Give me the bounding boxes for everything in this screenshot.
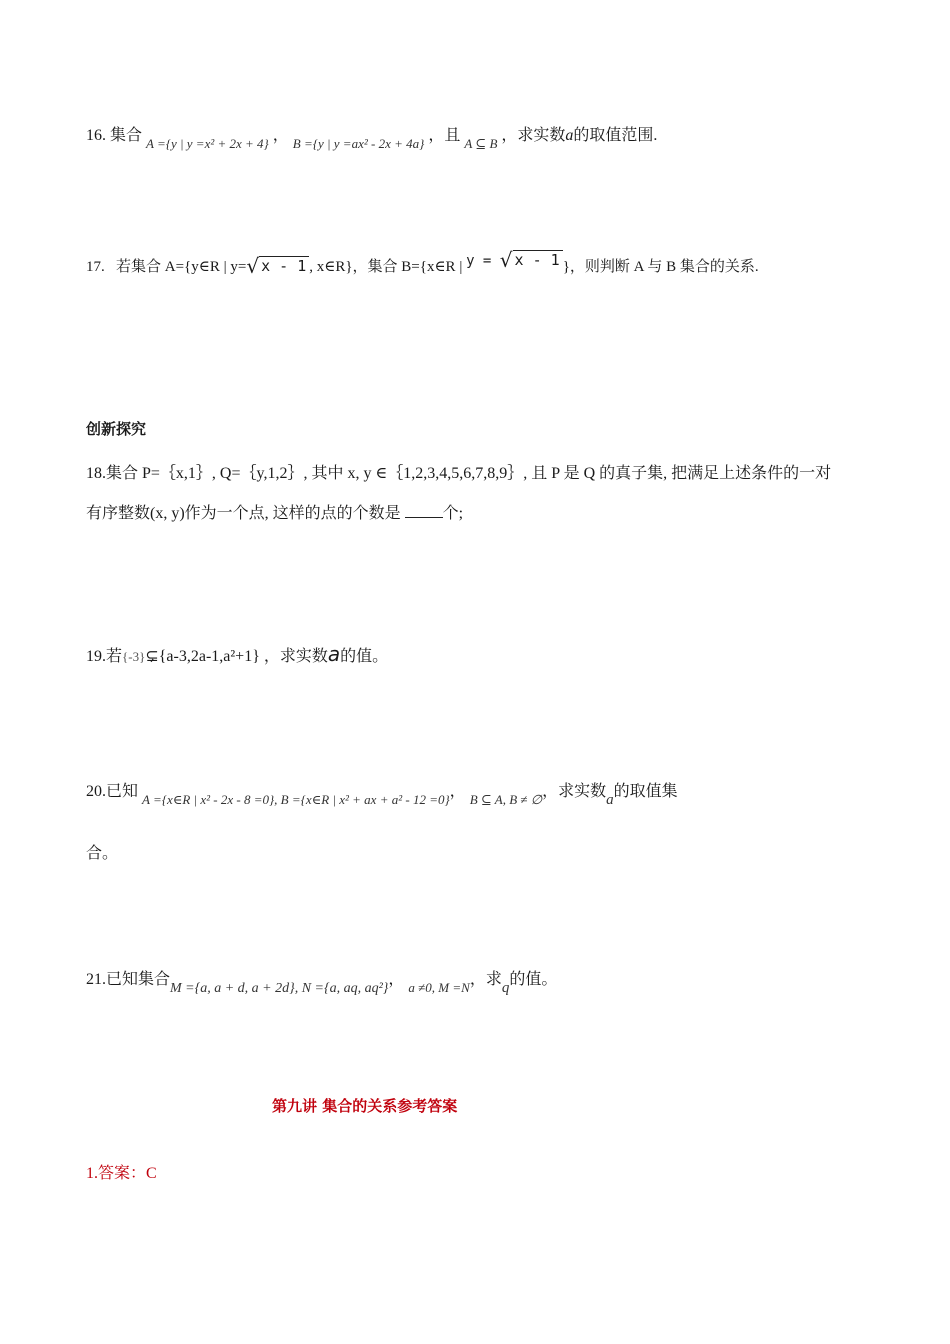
q19-tail-a: ，求实数 [263,648,328,665]
q16-tail-a: ，求实数 [501,127,566,144]
q17-tail: }，则判断 A 与 B 集合的关系. [562,259,759,275]
radical-icon: √ [246,254,260,278]
q17-mid: , x∈R}，集合 B={x∈R | [309,259,467,275]
q20-comma: ， [449,783,466,800]
q18-line2-tail: 个; [442,505,464,522]
q16-comma: ， [272,127,289,144]
question-18-line-1: 18.集合 P=｛x,1｝, Q=｛y,1,2｝, 其中 x, y ∈｛1,2,3,4,5,6,7,8,9｝, 且 P 是 Q 的真子集, 把满足上述条件的一对 [86,465,832,482]
question-18-line-2 [86,503,463,522]
q20-number: 20.已知 [86,783,139,800]
q21-tail-b: 的值。 [509,971,558,988]
q16-set-b: B ={y | y =ax² - 2x + 4a} [292,136,425,151]
q21-comma: ， [388,971,405,988]
q20-tail-b: 的取值集 [613,783,678,800]
q19-variable: a [327,642,341,666]
q20-variable: a [606,792,614,808]
q19-relation: ⊊ [145,648,159,665]
q16-number: 16. [86,127,106,144]
question-16 [86,127,658,151]
q21-number: 21.已知集合 [86,971,171,988]
q16-mid: ，且 [428,127,461,144]
q19-number: 19.若 [86,648,123,665]
question-17 [86,248,759,278]
q20-sets: A ={x∈R | x² - 2x - 8 =0}, B ={x∈R | x² + ax + a² - 12 =0} [142,792,450,807]
q16-lead: 集合 [110,127,143,144]
answers-heading: 第九讲 集合的关系参考答案 [272,1097,458,1115]
q19-tail-b: 的值。 [340,648,389,665]
q17-eq: y = [466,253,500,269]
q16-tail-b: 的取值范围. [573,127,658,144]
q19-set-1: {-3} [122,649,146,664]
q16-set-a: A ={y | y =x² + 2x + 4} [146,136,269,151]
q21-variable: q [501,980,510,996]
q17-sqrt-2 [500,250,563,270]
q16-variable: a [565,127,574,144]
q21-sets: M ={a, a + d, a + 2d}, N ={a, aq, aq²} [170,981,389,996]
question-19 [86,644,388,665]
question-20 [86,783,678,808]
q19-set-2: {a-3,2a-1,a²+1} [158,648,260,665]
section-title: 创新探究 [86,420,147,438]
question-20-line-2: 合。 [86,845,119,862]
q17-radicand-2: x - 1 [513,250,563,269]
q20-tail-a: ，求实数 [542,783,607,800]
q17-number: 17. [86,259,105,275]
radical-icon: √ [499,248,513,272]
q16-condition: A ⊆ B [464,136,498,151]
question-21 [86,971,558,996]
q21-condition: a ≠0, M =N [408,980,470,995]
q18-line2-text: 有序整数(x, y)作为一个点, 这样的点的个数是 [86,505,401,522]
q17-sqrt-1 [246,256,309,276]
q17-lead: 若集合 A={y∈R | y= [116,259,247,275]
q17-radicand-1: x - 1 [259,256,309,275]
q20-condition: B ⊆ A, B ≠ ∅ [469,792,543,807]
answer-blank [405,503,443,518]
answer-1: 1.答案：C [86,1165,157,1182]
q21-tail-a: ，求 [469,971,502,988]
